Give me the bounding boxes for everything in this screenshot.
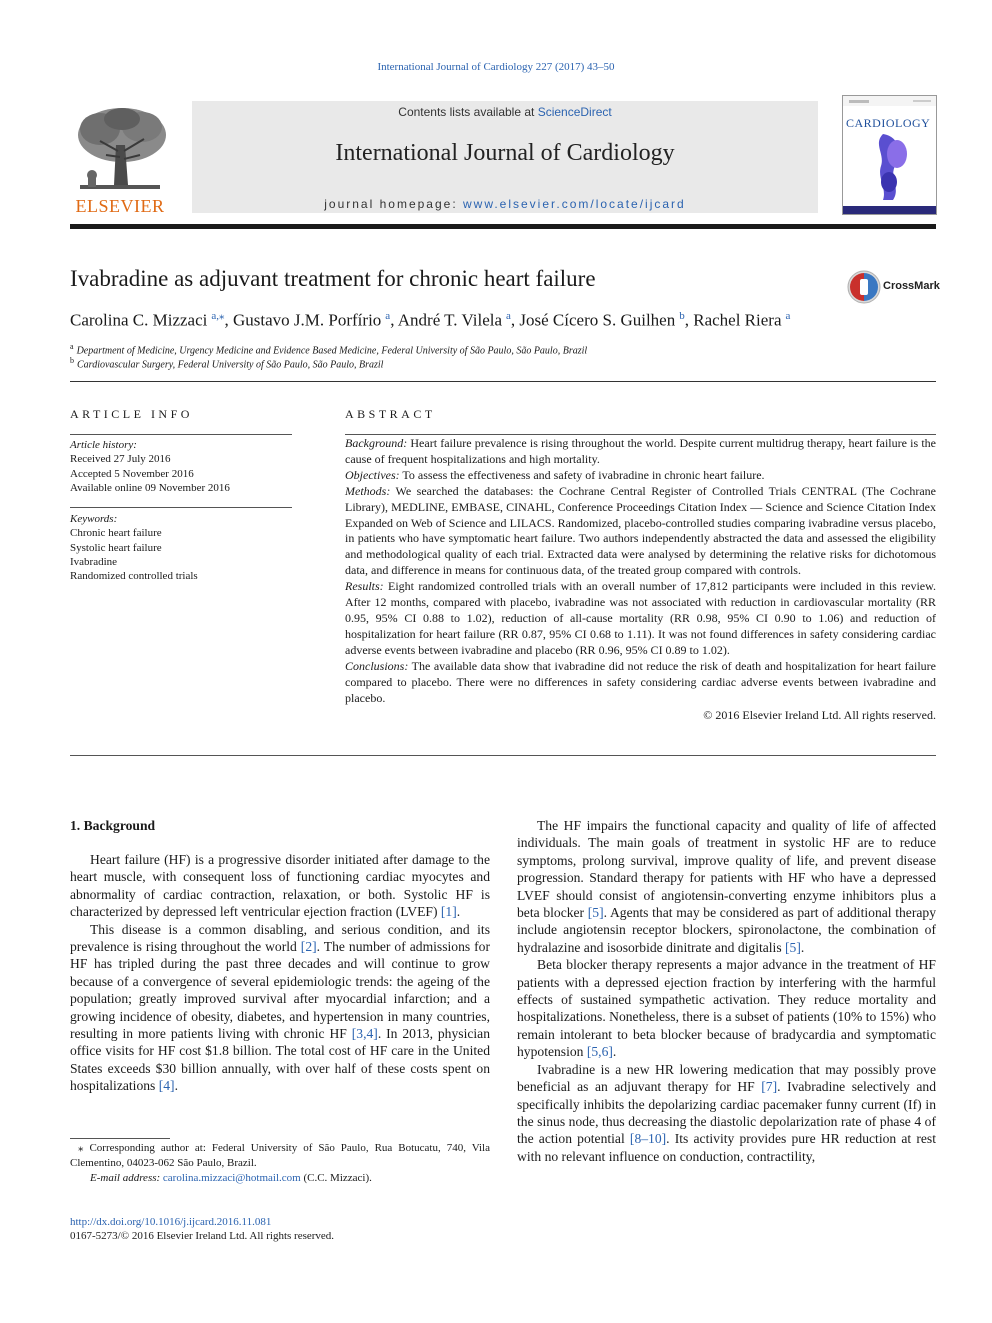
contents-line: [192, 105, 818, 119]
author-separator: ,: [510, 310, 520, 330]
body-text: .: [174, 1078, 178, 1094]
abstract-text: The available data show that ivabradine did not reduce the risk of death and hospitalization for heart failure compared to placebo. There were no differences in safety considering cardiac adverse events between ivabradine and placebo.: [345, 658, 936, 705]
crossmark-badge[interactable]: [847, 270, 940, 306]
abstract-results: [345, 579, 936, 659]
keyword: Chronic heart failure: [70, 527, 162, 540]
homepage-prefix: journal homepage:: [324, 197, 463, 211]
homepage-link[interactable]: www.elsevier.com/locate/ijcard: [463, 197, 686, 211]
crossmark-label: CrossMark: [883, 280, 940, 292]
citation-link[interactable]: [3,4]: [351, 1026, 378, 1042]
affiliation-a: [70, 342, 587, 356]
cover-artwork-icon: [843, 96, 936, 214]
footnote: [70, 1141, 490, 1186]
abstract-copyright: © 2016 Elsevier Ireland Ltd. All rights reserved.: [703, 708, 936, 722]
journal-name: International Journal of Cardiology: [335, 140, 675, 166]
citation-link[interactable]: [7]: [761, 1079, 778, 1095]
abstract-text: We searched the databases: the Cochrane Central Register of Controlled Trials CENTRAL (The Cochrane Library), MEDLINE, EMBASE, CINAHL, Conference Proceedings Citation Index — Science and Science Citation Index Expanded on Web of Science and LILACS. Randomized, placebo-controlled studies comparing ivabradine versus placebo, in patients who have symptomatic heart failure. Two authors independently abstracted the data and assessed the eligibility and methodological quality of each trial. Extracted data were analysed by determining the relative risks for dichotomous data, and difference in means for continuous data, of the treated group compared with controls.: [345, 483, 936, 578]
corresponding-author-note: ⁎ Corresponding author at: Federal University of São Paulo, Rua Botucatu, 740, Vila Clementino, 04023-062 São Paulo, Brazil.: [70, 1142, 490, 1169]
author-affiliation-marker[interactable]: b: [679, 310, 685, 322]
body-text: Ivabradine is a new HR lowering medication that may possibly prove beneficial as an adjuvant therapy for HF: [517, 1061, 936, 1095]
accepted-date: Accepted 5 November 2016: [70, 467, 194, 480]
sciencedirect-link[interactable]: ScienceDirect: [537, 105, 612, 119]
author-affiliation-marker[interactable]: a: [385, 310, 391, 322]
elsevier-tree-icon: [70, 105, 170, 193]
abstract-objectives: [345, 468, 936, 484]
elsevier-logo: [70, 105, 170, 217]
body-paragraph: [517, 817, 936, 956]
keywords: [70, 512, 292, 583]
citation-link[interactable]: [8–10]: [629, 1131, 667, 1147]
citation-link[interactable]: [5,6]: [586, 1044, 613, 1060]
abstract-body: [345, 436, 936, 706]
body-paragraph: [517, 956, 936, 1060]
body-text: . Agents that may be considered as part of additional therapy include angiotensin receptor blockers, spironolactone, the combination of hydralazine and isosorbide dinitrate and digitalis: [517, 905, 936, 955]
online-date: Available online 09 November 2016: [70, 481, 230, 494]
abstract-divider: [345, 434, 936, 435]
cover-title: CARDIOLOGY: [846, 116, 931, 130]
abstract-label: Conclusions:: [345, 658, 409, 673]
body-paragraph: [70, 851, 490, 921]
body-text: .: [800, 939, 805, 955]
affiliation-marker: a: [70, 342, 74, 351]
abstract-label: Results:: [345, 579, 384, 594]
email-suffix: (C.C. Mizzaci).: [300, 1172, 372, 1184]
article-history: [70, 438, 292, 495]
journal-header: [70, 95, 936, 215]
abstract-end-divider: [70, 755, 936, 756]
article-title: Ivabradine as adjuvant treatment for chronic heart failure: [70, 266, 596, 291]
affiliation-text: Cardiovascular Surgery, Federal University of São Paulo, São Paulo, Brazil: [77, 359, 384, 371]
doi-link[interactable]: http://dx.doi.org/10.1016/j.ijcard.2016.11.081: [70, 1216, 272, 1228]
abstract-label: Background:: [345, 436, 408, 450]
body-column-right: [517, 817, 936, 1165]
abstract-background: [345, 436, 936, 468]
homepage-line: [192, 197, 818, 211]
keyword: Systolic heart failure: [70, 541, 162, 554]
citation-link[interactable]: [1]: [440, 904, 457, 920]
author-separator: ,: [684, 310, 694, 330]
journal-citation-link[interactable]: International Journal of Cardiology 227 (2017) 43–50: [377, 61, 615, 73]
article-info-divider: [70, 434, 292, 435]
affiliation-marker: b: [70, 356, 74, 365]
author-name[interactable]: Carolina C. Mizzaci: [70, 310, 208, 330]
body-text: . In 2013, physician office visits for HF cost $1.8 billion. The total cost of HF care in the United States exceeds $30 billion annually, with over half of these costs spent on hospitalizations: [70, 1026, 490, 1094]
body-text: Heart failure (HF) is a progressive disorder initiated after damage to the heart muscle, with consequent loss of functioning cardiac myocytes and abnormality of cardiac contraction, relaxation, or both. Systolic HF is characterized by depressed left ventricular ejection fraction (LVEF): [70, 852, 490, 920]
email-link[interactable]: carolina.mizzaci@hotmail.com: [162, 1172, 301, 1184]
abstract-text: Eight randomized controlled trials with an overall number of 17,812 participants were included in this review. After 12 months, compared with placebo, ivabradine was not associated with reduction in cardiovascular mortality (RR 0.95, 95% CI 0.88 to 1.02), reduction of all-cause mortality (RR 0.98, 95% CI 0.90 to 1.06) and reduction of hospitalization for heart failure (RR 0.87, 95% CI 0.68 to 1.11). It was not found differences in safety considering cardiac adverse events between ivabradine and placebo (RR 0.96, 95% CI 0.89 to 1.02).: [345, 579, 936, 657]
author-name[interactable]: André T. Vilela: [397, 310, 503, 330]
body-column-left: [70, 851, 490, 1095]
citation-link[interactable]: [4]: [158, 1078, 175, 1094]
article-info-heading: ARTICLE INFO: [70, 407, 193, 421]
citation-link[interactable]: [2]: [300, 939, 317, 955]
section-heading: 1. Background: [70, 818, 156, 833]
email-label: E-mail address:: [90, 1172, 163, 1184]
body-text: Beta blocker therapy represents a major advance in the treatment of HF patients with a depressed ejection fraction by interfering with the harmful effects of sustained sympathetic activation. They reduce mortality and hospitalizations. Nonetheless, there is a subset of patients (10% to 15%) who remain intolerant to beta blocker because of bradycardia and symptomatic hypotension: [517, 957, 936, 1060]
abstract-label: Methods:: [345, 483, 391, 498]
publisher-name: ELSEVIER: [75, 196, 165, 216]
abstract-text: Heart failure prevalence is rising throughout the world. Despite current multidrug therapy, heart failure is the cause of frequent hospitalizations and high mortality.: [345, 436, 936, 466]
body-paragraph: [70, 921, 490, 1095]
header-divider: [70, 224, 936, 229]
masthead: [192, 101, 818, 213]
body-text: This disease is a common disabling, and serious condition, and its prevalence is rising throughout the world: [70, 921, 490, 955]
affiliation-text: Department of Medicine, Urgency Medicine and Evidence Based Medicine, Federal University of São Paulo, São Paulo, Brazil: [76, 345, 588, 357]
keyword: Ivabradine: [70, 555, 118, 568]
contents-prefix: Contents lists available at: [398, 105, 538, 119]
body-text: .: [612, 1044, 617, 1060]
body-text: The HF impairs the functional capacity and quality of life of affected individuals. The main goals of treatment in systolic HF are to reduce symptoms, prolong survival, improve quality of life, and prevent disease progression. Standard therapy for patients with HF who have a depressed LVEF should consist of angiotensin-converting enzyme inhibitors plus a beta blocker: [517, 818, 936, 921]
keywords-label: Keywords:: [70, 513, 118, 525]
author-affiliation-marker[interactable]: a: [506, 310, 511, 322]
crossmark-icon: [847, 270, 881, 304]
email-note: [70, 1171, 490, 1186]
keywords-divider: [70, 507, 292, 508]
abstract-methods: [345, 484, 936, 579]
body-paragraph: [517, 1061, 936, 1165]
affiliation-divider: [70, 381, 936, 382]
author-separator: ,: [390, 310, 398, 330]
journal-cover-thumbnail[interactable]: [842, 95, 937, 215]
abstract-heading: ABSTRACT: [345, 407, 436, 421]
history-label: Article history:: [70, 439, 137, 451]
received-date: Received 27 July 2016: [70, 453, 171, 466]
footnote-divider: [70, 1138, 170, 1139]
citation-link[interactable]: [5]: [785, 939, 801, 955]
abstract-conclusions: [345, 659, 936, 707]
issn-copyright: 0167-5273/© 2016 Elsevier Ireland Ltd. All rights reserved.: [70, 1230, 335, 1242]
body-text: . Ivabradine selectively and specifically inhibits the depolarizing cardiac pacemaker funny current (If) in the sinus node, thus decreasing the diastolic depolarization rate of phase 4 of the action potential: [517, 1079, 937, 1147]
affiliation-b: [70, 356, 383, 370]
author-affiliation-marker[interactable]: a,⁎: [211, 310, 225, 322]
citation-link[interactable]: [5]: [587, 905, 604, 921]
keyword: Randomized controlled trials: [70, 570, 198, 583]
body-text: . Its activity provides pure HR reduction at rest with no relevant influence on conduction, contractility,: [517, 1131, 936, 1164]
abstract-label: Objectives:: [345, 467, 400, 482]
body-text: .: [456, 904, 461, 920]
abstract-text: To assess the effectiveness and safety of ivabradine in chronic heart failure.: [399, 467, 765, 482]
author-list: [70, 309, 790, 331]
author-name[interactable]: Gustavo J.M. Porfírio: [233, 310, 382, 330]
body-text: . The number of admissions for HF has tripled during the past three decades and will continue to grow because of a convergence of several epidemiologic trends: the ageing of the population; greatly improved survival after myocardial infarction; and a growing incidence of obesity, diabetes, and hypertension in many countries, resulting in more patients living with chronic HF: [70, 939, 490, 1042]
author-affiliation-marker[interactable]: a: [785, 310, 791, 322]
author-name[interactable]: Rachel Riera: [693, 310, 782, 330]
author-separator: ,: [224, 310, 234, 330]
author-name[interactable]: José Cícero S. Guilhen: [519, 310, 676, 330]
